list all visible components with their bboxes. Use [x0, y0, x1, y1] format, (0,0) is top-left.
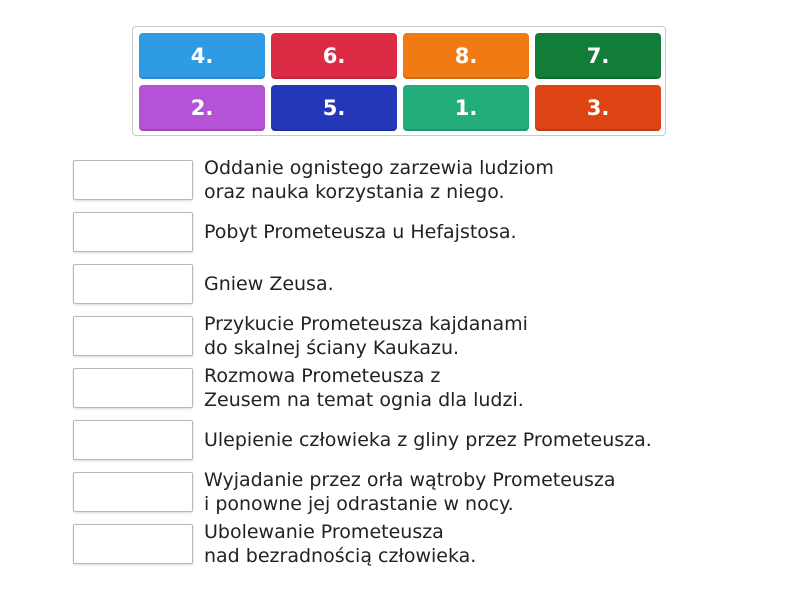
drop-slot[interactable] [73, 264, 193, 304]
statement-text: Gniew Zeusa. [204, 273, 334, 295]
statement-text: Wyjadanie przez orła wątroby Prometeusza i ponowne jej odrastanie w nocy. [204, 469, 616, 515]
statement-text: Ulepienie człowieka z gliny przez Prometeusza. [204, 429, 652, 451]
answer-tile[interactable]: 1. [403, 85, 529, 131]
drop-slot[interactable] [73, 316, 193, 356]
answer-tile[interactable]: 8. [403, 33, 529, 79]
answer-tile[interactable]: 2. [139, 85, 265, 131]
answer-tile[interactable]: 3. [535, 85, 661, 131]
statement-text: Rozmowa Prometeusza z Zeusem na temat ognia dla ludzi. [204, 365, 524, 411]
answer-tile[interactable]: 4. [139, 33, 265, 79]
drop-slot[interactable] [73, 212, 193, 252]
drop-slot[interactable] [73, 420, 193, 460]
answer-tile[interactable]: 7. [535, 33, 661, 79]
drop-slot[interactable] [73, 524, 193, 564]
drop-slot[interactable] [73, 160, 193, 200]
drop-slot[interactable] [73, 472, 193, 512]
answer-tile[interactable]: 6. [271, 33, 397, 79]
drop-slot[interactable] [73, 368, 193, 408]
answer-tile-bank [132, 26, 666, 136]
answer-tile[interactable]: 5. [271, 85, 397, 131]
statement-text: Przykucie Prometeusza kajdanami do skalnej ściany Kaukazu. [204, 313, 528, 359]
statement-text: Oddanie ognistego zarzewia ludziom oraz nauka korzystania z niego. [204, 157, 554, 203]
statement-text: Ubolewanie Prometeusza nad bezradnością człowieka. [204, 521, 477, 567]
statement-text: Pobyt Prometeusza u Hefajstosa. [204, 221, 517, 243]
